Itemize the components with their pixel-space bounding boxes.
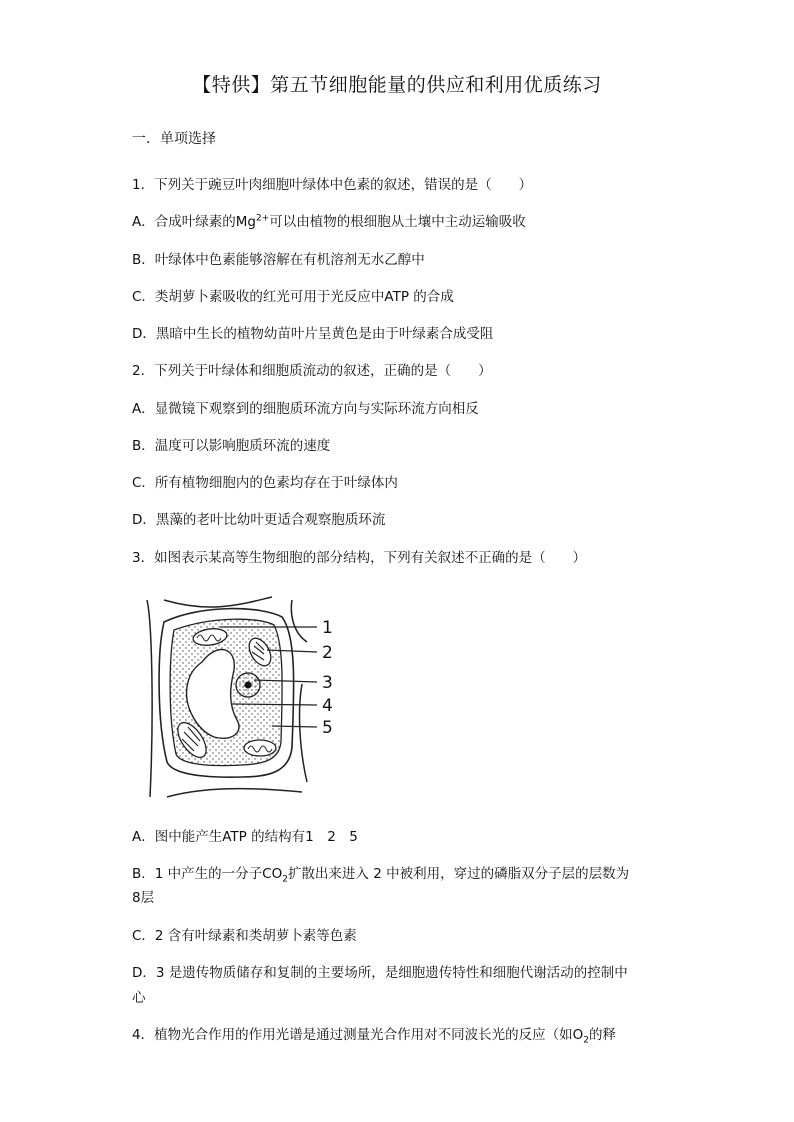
q1-option-d: D．黑暗中生长的植物幼苗叶片呈黄色是由于叶绿素合成受阻 — [132, 326, 494, 342]
q3-option-a: A．图中能产生ATP 的结构有1 2 5 — [132, 829, 358, 845]
cell-structure-figure — [142, 592, 352, 802]
q2-option-a: A．显微镜下观察到的细胞质环流方向与实际环流方向相反 — [132, 401, 479, 417]
figure-label-3: 3 — [322, 673, 333, 693]
q2-option-c: C．所有植物细胞内的色素均存在于叶绿体内 — [132, 475, 398, 491]
q1-stem: 1．下列关于豌豆叶肉细胞叶绿体中色素的叙述，错误的是（ ） — [132, 177, 533, 193]
q3-stem: 3．如图表示某高等生物细胞的部分结构，下列有关叙述不正确的是（ ） — [132, 550, 587, 566]
page-title: 【特供】第五节细胞能量的供应和利用优质练习 — [192, 74, 602, 96]
section-heading: 一．单项选择 — [132, 131, 216, 147]
q1-option-a: A．合成叶绿素的$Mg^{2+}$可以由植物的根细胞从土壤中主动运输吸收 — [132, 213, 526, 230]
figure-label-1: 1 — [322, 618, 333, 638]
q1-option-b: B．叶绿体中色素能够溶解在有机溶剂无水乙醇中 — [132, 252, 425, 268]
q3-option-c: C．2 含有叶绿素和类胡萝卜素等色素 — [132, 928, 357, 944]
figure-label-4: 4 — [322, 696, 333, 716]
q2-stem: 2．下列关于叶绿体和细胞质流动的叙述，正确的是（ ） — [132, 363, 492, 379]
q1-option-c: C．类胡萝卜素吸收的红光可用于光反应中ATP 的合成 — [132, 289, 454, 305]
q3-option-d: D．3 是遗传物质储存和复制的主要场所，是细胞遗传特性和细胞代谢活动的控制中 — [132, 965, 628, 981]
figure-label-5: 5 — [322, 718, 333, 738]
q3-option-b: B．1 中产生的一分子$CO_2$扩散出来进入 2 中被利用，穿过的磷脂双分子层的层数为 — [132, 866, 630, 885]
q4-stem: 4．植物光合作用的作用光谱是通过测量光合作用对不同波长光的反应（如$O_2$的释 — [132, 1027, 616, 1046]
q2-option-d: D．黑藻的老叶比幼叶更适合观察胞质环流 — [132, 512, 386, 528]
q3-option-b-continued: 8层 — [132, 890, 155, 906]
q2-option-b: B．温度可以影响胞质环流的速度 — [132, 438, 331, 454]
q3-option-d-continued: 心 — [132, 990, 146, 1006]
figure-label-2: 2 — [322, 643, 333, 663]
